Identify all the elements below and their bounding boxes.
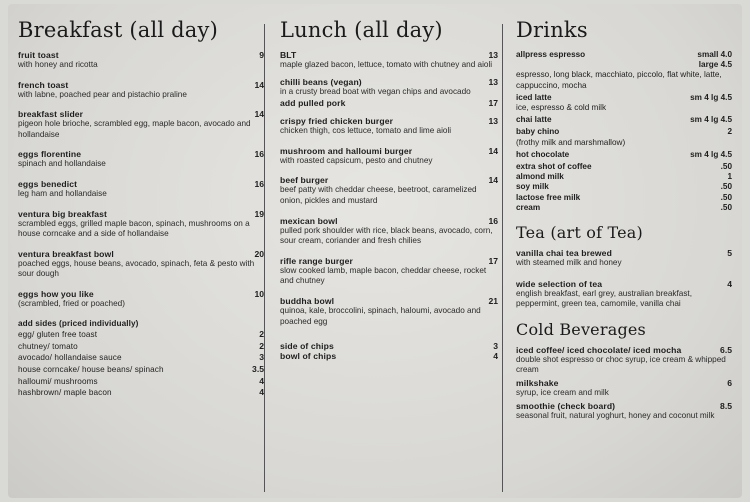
item-name: fruit toast <box>18 50 59 60</box>
item-price: sm 4 lg 4.5 <box>690 115 732 125</box>
hot-chocolate-item <box>516 150 732 160</box>
drinks-title: Drinks <box>516 18 588 42</box>
menu-item <box>18 249 264 280</box>
item-name: chilli beans (vegan) <box>280 76 362 87</box>
item-name: iced latte <box>516 92 552 102</box>
breakfast-column <box>18 18 264 399</box>
item-description: ice, espresso & cold milk <box>516 103 607 113</box>
extra-item <box>516 182 732 192</box>
item-description: with steamed milk and honey <box>516 258 622 268</box>
side-name: hashbrown/ maple bacon <box>18 388 112 398</box>
extra-item <box>516 172 732 182</box>
item-description: pulled pork shoulder with rice, black beans, avocado, corn, sour cream, coriander and fresh chilies <box>280 225 493 246</box>
tea-title: Tea (art of Tea) <box>516 223 643 243</box>
side-item <box>18 352 264 364</box>
menu-item <box>280 296 498 327</box>
item-name: beef burger <box>280 175 329 186</box>
item-description: syrup, ice cream and milk <box>516 388 609 398</box>
item-price: 20 <box>254 248 264 259</box>
item-price: 19 <box>254 208 264 219</box>
extra-name: cream <box>516 202 541 212</box>
item-price: sm 4 lg 4.5 <box>690 92 732 102</box>
item-description: double shot espresso or choc syrup, ice cream & whipped cream <box>516 354 726 375</box>
menu-item <box>18 289 264 310</box>
item-name: smoothie (check board) <box>516 400 616 411</box>
item-price: small 4.0 <box>697 50 732 59</box>
item-description: leg ham and hollandaise <box>18 188 107 198</box>
item-description: with labne, poached pear and pistachio praline <box>18 89 187 99</box>
item-name: mushroom and halloumi burger <box>280 145 413 156</box>
item-name: BLT <box>280 50 297 60</box>
side-price: 3.5 <box>252 363 264 374</box>
extra-name: extra shot of coffee <box>516 162 592 172</box>
item-name: allpress espresso <box>516 50 586 59</box>
chai-latte-item <box>516 115 732 125</box>
item-price: 21 <box>488 295 498 306</box>
menu-item <box>18 179 264 200</box>
side-price: 2 <box>259 329 264 340</box>
item-price: 14 <box>488 175 498 186</box>
item-description: spinach and hollandaise <box>18 159 106 169</box>
item-name: add pulled pork <box>280 98 346 109</box>
iced-latte-item <box>516 93 732 113</box>
extra-name: almond milk <box>516 172 564 182</box>
item-description: poached eggs, house beans, avocado, spinach, feta & pesto with sour dough <box>18 258 255 279</box>
sides-list <box>18 319 264 399</box>
menu-item <box>280 77 498 98</box>
item-name: crispy fried chicken burger <box>280 116 394 127</box>
item-description: quinoa, kale, broccolini, spinach, haloumi, avocado and poached egg <box>280 305 481 326</box>
chips-price: 3 <box>493 341 498 352</box>
menu-item <box>280 116 498 137</box>
item-name: iced coffee/ iced chocolate/ iced mocha <box>516 344 682 355</box>
item-description: espresso, long black, macchiato, piccolo, flat white, latte, cappuccino, mocha <box>516 70 722 90</box>
side-name: halloumi/ mushrooms <box>18 376 98 386</box>
item-price: 2 <box>727 127 732 137</box>
item-name: baby chino <box>516 127 560 137</box>
item-price: 14 <box>254 109 264 120</box>
item-description: with roasted capsicum, pesto and chutney <box>280 155 433 165</box>
menu-item <box>18 50 264 71</box>
drinks-column <box>516 18 732 430</box>
item-name: rifle range burger <box>280 255 353 266</box>
menu-item <box>516 345 732 376</box>
item-name: eggs benedict <box>18 178 78 189</box>
item-name: chai latte <box>516 115 552 125</box>
item-price: 16 <box>488 215 498 226</box>
menu-item <box>516 279 732 310</box>
item-price: 16 <box>254 149 264 160</box>
cold-beverages-title: Cold Beverages <box>516 319 646 339</box>
item-name: ventura big breakfast <box>18 208 108 219</box>
lunch-column <box>280 18 498 361</box>
sides-title: add sides (priced individually) <box>18 318 139 328</box>
item-description: pigeon hole brioche, scrambled egg, maple bacon, avocado and hollandaise <box>18 119 251 139</box>
item-price: 6 <box>727 378 732 389</box>
extra-name: soy milk <box>516 182 549 192</box>
menu-item <box>18 109 264 140</box>
menu-item <box>280 216 498 247</box>
item-description: seasonal fruit, natural yoghurt, honey and coconut milk <box>516 410 715 420</box>
side-item <box>18 341 264 353</box>
column-divider <box>264 24 265 492</box>
extra-item <box>516 162 732 172</box>
item-name: french toast <box>18 79 69 90</box>
item-name: buddha bowl <box>280 295 335 306</box>
menu-item <box>516 401 732 422</box>
item-price: sm 4 lg 4.5 <box>690 149 732 159</box>
menu-item <box>280 146 498 167</box>
item-description: chicken thigh, cos lettuce, tomato and lime aioli <box>280 126 452 136</box>
extra-price: 1 <box>727 172 732 182</box>
menu-item <box>18 209 264 240</box>
menu-item <box>280 175 498 206</box>
espresso-item <box>516 50 732 91</box>
item-name: ventura breakfast bowl <box>18 248 114 259</box>
item-price: 10 <box>254 288 264 299</box>
item-description: maple glazed bacon, lettuce, tomato with chutney and aioli <box>280 60 493 69</box>
item-price: 14 <box>254 79 264 90</box>
item-price: 9 <box>259 50 264 60</box>
menu-item <box>280 256 498 287</box>
item-name: eggs florentine <box>18 149 82 160</box>
extra-price: .50 <box>720 202 732 212</box>
side-item <box>18 329 264 341</box>
chips-name: bowl of chips <box>280 351 337 362</box>
item-description: in a crusty bread boat with vegan chips and avocado <box>280 86 471 96</box>
extra-price: .50 <box>720 162 732 172</box>
extra-item <box>516 203 732 213</box>
side-name: house corncake/ house beans/ spinach <box>18 364 164 374</box>
item-name: milkshake <box>516 378 559 389</box>
item-name: eggs how you like <box>18 288 94 299</box>
item-description: english breakfast, earl grey, australian breakfast, peppermint, green tea, camomile, vanilla chai <box>516 288 692 309</box>
side-item <box>18 364 264 376</box>
item-description: slow cooked lamb, maple bacon, cheddar cheese, rocket and chutney <box>280 265 487 286</box>
extra-price: .50 <box>720 182 732 192</box>
chips-item <box>280 341 498 351</box>
side-name: egg/ gluten free toast <box>18 330 98 340</box>
item-price: 14 <box>488 145 498 156</box>
item-description: with honey and ricotta <box>18 60 98 69</box>
item-description: beef patty with cheddar cheese, beetroot, caramelized onion, pickles and mustard <box>280 185 477 205</box>
side-price: 4 <box>259 387 264 398</box>
item-name: mexican bowl <box>280 215 338 226</box>
item-price: 13 <box>488 116 498 127</box>
side-item <box>18 387 264 399</box>
breakfast-title: Breakfast (all day) <box>18 18 218 42</box>
menu-item <box>516 378 732 399</box>
item-price: 17 <box>488 98 498 109</box>
lunch-title: Lunch (all day) <box>280 18 443 42</box>
chips-name: side of chips <box>280 341 334 352</box>
item-description: scrambled eggs, grilled maple bacon, spinach, mushrooms on a house corncake and a side of hollandaise <box>18 218 250 239</box>
item-price: 13 <box>488 76 498 87</box>
item-description: (scrambled, fried or poached) <box>18 298 125 308</box>
menu-item <box>18 80 264 101</box>
chips-price: 4 <box>493 351 498 362</box>
item-price: large 4.5 <box>698 60 732 70</box>
side-price: 3 <box>259 352 264 363</box>
baby-chino-item <box>516 127 732 147</box>
chips-list <box>280 341 498 361</box>
item-price: 4 <box>727 278 732 289</box>
item-name: breakfast slider <box>18 109 84 120</box>
side-price: 2 <box>259 340 264 351</box>
menu-item <box>516 248 732 269</box>
side-item <box>18 376 264 388</box>
extras-list <box>516 162 732 213</box>
item-price: 6.5 <box>720 344 732 355</box>
extra-price: .50 <box>720 192 732 202</box>
item-description: (frothy milk and marshmallow) <box>516 137 626 147</box>
extra-name: lactose free milk <box>516 192 581 202</box>
extra-item <box>516 193 732 203</box>
item-price: 13 <box>488 50 498 60</box>
item-price: 17 <box>488 255 498 266</box>
item-name: vanilla chai tea brewed <box>516 248 612 259</box>
menu-item <box>280 50 498 71</box>
item-price: 8.5 <box>720 400 732 411</box>
item-name: hot chocolate <box>516 149 570 159</box>
menu-item <box>280 98 498 108</box>
menu-board <box>8 4 742 498</box>
chips-item <box>280 351 498 361</box>
item-name: wide selection of tea <box>516 278 603 289</box>
side-price: 4 <box>259 375 264 386</box>
column-divider <box>502 24 503 492</box>
item-price: 16 <box>254 178 264 189</box>
menu-item <box>18 149 264 170</box>
side-name: chutney/ tomato <box>18 341 78 351</box>
side-name: avocado/ hollandaise sauce <box>18 353 122 363</box>
item-price: 5 <box>727 248 732 259</box>
